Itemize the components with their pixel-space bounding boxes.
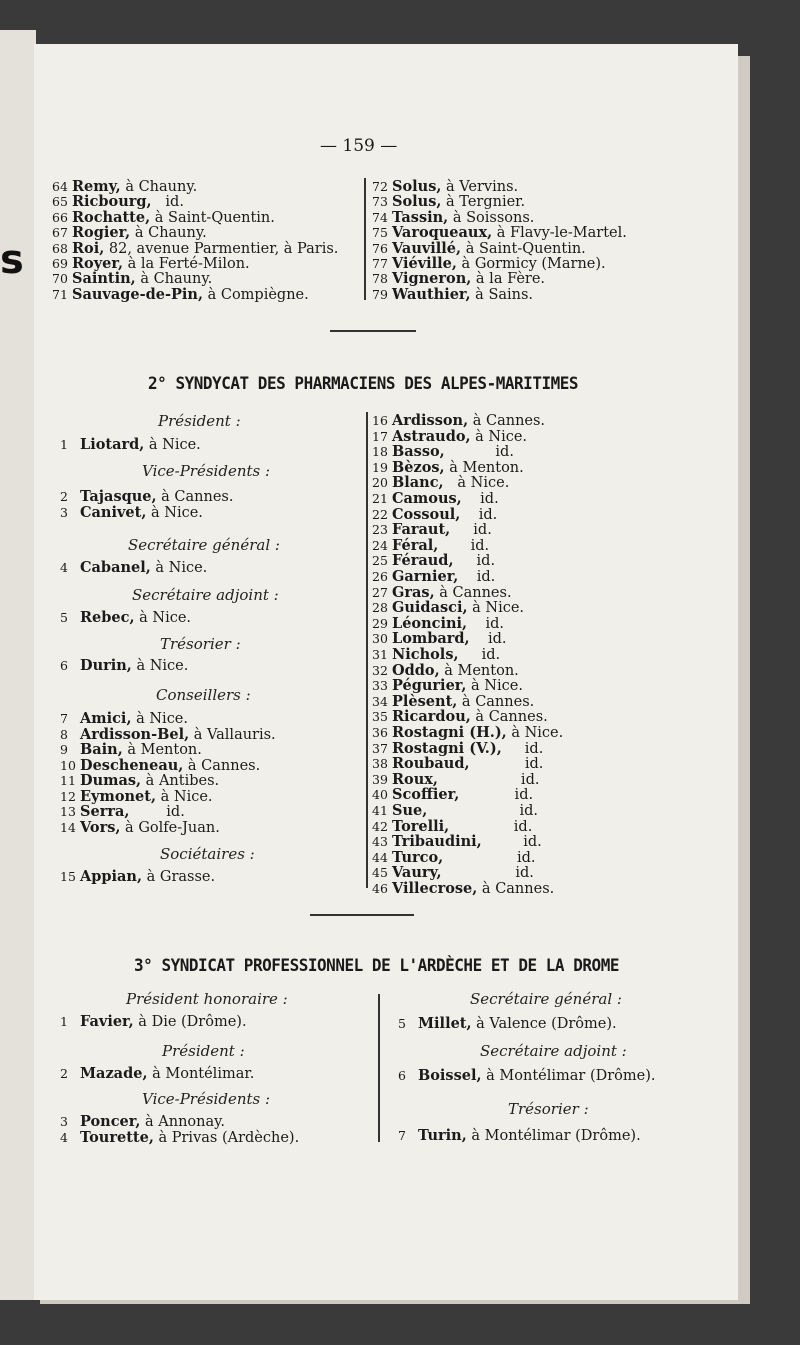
entry-number: 39 <box>372 771 388 787</box>
role-honorary-president: Président honoraire : <box>126 990 288 1008</box>
entry-location: id. <box>438 537 490 554</box>
entry-number: 68 <box>52 240 68 256</box>
entry-name: Tassin, <box>392 208 449 226</box>
section2-entry <box>372 475 509 491</box>
entry-name: Boissel, <box>418 1067 482 1084</box>
entry-number: 73 <box>372 194 388 210</box>
vice-president-entry <box>60 1130 299 1146</box>
entry-name: Sue, <box>392 802 428 819</box>
entry-name: Blanc, <box>392 474 444 492</box>
entry-location: à Menton. <box>439 662 519 679</box>
book-page <box>34 44 738 1300</box>
entry-location: à Nice. <box>131 658 189 674</box>
section2-entry <box>372 585 512 601</box>
section3-column-divider <box>378 994 380 1142</box>
entry-name: Solus, <box>392 193 442 211</box>
entry-name: Royer, <box>72 255 124 272</box>
entry-name: Féral, <box>392 536 439 554</box>
entry-number: 69 <box>52 256 68 271</box>
entry-number: 28 <box>372 600 388 616</box>
entry-name: Torelli, <box>392 817 450 835</box>
section2-entry <box>372 725 563 741</box>
entry-name: Plèsent, <box>392 692 458 710</box>
councillor-entry <box>60 804 185 820</box>
entry-location: à Cannes. <box>156 489 234 505</box>
entry-name: Roi, <box>72 239 105 257</box>
entry-name: Ricbourg, <box>72 193 152 211</box>
secretary-adjoint-entry <box>60 610 191 626</box>
section2-entry <box>372 507 497 523</box>
page-number: — 159 — <box>320 136 398 156</box>
entry-number: 64 <box>52 179 68 194</box>
entry-location: 82, avenue Parmentier, à Paris. <box>104 240 339 257</box>
role-president: Président : <box>158 412 241 430</box>
entry-location: à Chauny. <box>120 179 198 195</box>
entry-location: à Antibes. <box>141 773 220 789</box>
entry-name: Ardisson, <box>392 412 469 429</box>
entry-location: id. <box>437 771 540 788</box>
entry-number: 8 <box>60 726 68 742</box>
entry-location: id. <box>458 569 496 585</box>
entry-name: Féraud, <box>392 552 454 570</box>
treasurer-entry <box>60 658 188 674</box>
entry-name: Rostagni (H.), <box>392 724 507 741</box>
entry-number: 67 <box>52 225 68 241</box>
entry-location: à Tergnier. <box>441 194 526 211</box>
section2-entry <box>372 600 524 616</box>
entry-number: 2 <box>60 1066 68 1081</box>
entry-location: id. <box>469 631 507 648</box>
entry-location: à Vervins. <box>441 179 519 195</box>
role-vice-presidents: Vice-Présidents : <box>142 462 271 480</box>
entry-name: Vigneron, <box>392 270 472 288</box>
entry-location: à la Fère. <box>471 271 546 288</box>
entry-location: à Montélimar (Drôme). <box>481 1068 656 1084</box>
entry-location: id. <box>444 444 514 461</box>
entry-name: Cabanel, <box>80 559 151 576</box>
entry-number: 74 <box>372 209 388 225</box>
entry-location: à Cannes. <box>477 881 555 897</box>
entry-location: id. <box>461 491 499 507</box>
section2-entry <box>372 522 492 538</box>
entry-location: à Golfe-Juan. <box>120 819 220 836</box>
entry-number: 5 <box>60 610 68 625</box>
entry-name: Rostagni (V.), <box>392 739 502 757</box>
entry-name: Amici, <box>80 710 132 727</box>
entry-number: 30 <box>372 631 388 647</box>
entry-name: Lombard, <box>392 630 470 648</box>
entry-number: 77 <box>372 256 388 271</box>
entry-name: Basso, <box>392 443 445 461</box>
entry-location: id. <box>443 849 536 866</box>
entry-number: 72 <box>372 179 388 194</box>
entry-number: 24 <box>372 537 388 553</box>
entry-number: 7 <box>398 1128 406 1143</box>
entry-number: 3 <box>60 1114 68 1129</box>
entry-name: Turin, <box>418 1127 467 1144</box>
entry-number: 78 <box>372 271 388 287</box>
entry-name: Ardisson-Bel, <box>80 725 190 743</box>
entry-number: 79 <box>372 286 388 302</box>
section2-entry <box>372 491 499 507</box>
entry-location: à Chauny. <box>135 271 213 288</box>
previous-page-edge <box>0 30 36 1300</box>
entry-location: à Vallauris. <box>189 726 276 743</box>
section2-entry <box>372 834 542 850</box>
entry-location: à Privas (Ardèche). <box>153 1129 300 1146</box>
section2-entry <box>372 819 532 835</box>
member-entry <box>60 869 215 885</box>
section2-entry <box>372 741 543 757</box>
entry-name: Turco, <box>392 848 444 866</box>
entry-number: 32 <box>372 662 388 678</box>
section2-column-divider <box>366 412 368 888</box>
entry-name: Millet, <box>418 1015 472 1032</box>
entry-number: 14 <box>60 819 76 835</box>
section2-entry <box>372 709 548 725</box>
entry-location: à Nice. <box>131 711 188 727</box>
previous-page-letter: s <box>0 237 24 283</box>
president-entry <box>60 1066 254 1082</box>
entry-name: Roux, <box>392 770 438 788</box>
entry-location: à Cannes. <box>434 584 512 601</box>
entry-number: 26 <box>372 569 388 584</box>
entry-name: Camous, <box>392 490 462 507</box>
entry-number: 13 <box>60 804 76 819</box>
entry-number: 7 <box>60 711 68 726</box>
entry-number: 42 <box>372 818 388 834</box>
entry-name: Appian, <box>80 868 143 885</box>
section1-entry <box>52 287 309 303</box>
entry-location: à Nice. <box>470 428 528 445</box>
entry-number: 37 <box>372 740 388 756</box>
entry-location: id. <box>501 740 544 757</box>
entry-number: 43 <box>372 834 388 850</box>
entry-location: à Nice. <box>134 610 192 626</box>
vice-president-entry <box>60 505 203 521</box>
section2-entry <box>372 631 507 647</box>
entry-number: 33 <box>372 678 388 694</box>
secretary-general-entry <box>60 560 207 576</box>
entry-number: 35 <box>372 709 388 725</box>
councillor-entry <box>60 820 220 836</box>
entry-name: Eymonet, <box>80 787 157 805</box>
entry-location: id. <box>450 522 492 539</box>
entry-location: à Menton. <box>122 742 202 758</box>
entry-name: Poncer, <box>80 1113 141 1130</box>
entry-number: 1 <box>60 1014 68 1029</box>
role-secretary-general: Secrétaire général : <box>470 990 622 1008</box>
entry-location: à Gormicy (Marne). <box>456 256 606 272</box>
section2-entry <box>372 553 495 569</box>
section2-entry <box>372 865 534 881</box>
entry-location: id. <box>427 803 539 819</box>
section2-entry <box>372 413 545 429</box>
entry-location: à Menton. <box>444 459 524 476</box>
entry-number: 34 <box>372 693 388 709</box>
entry-name: Nichols, <box>392 646 459 663</box>
entry-name: Wauthier, <box>392 285 471 303</box>
entry-location: à Saint-Quentin. <box>461 240 586 257</box>
entry-location: à Nice. <box>144 437 201 453</box>
entry-name: Gras, <box>392 583 435 601</box>
entry-number: 11 <box>60 773 76 788</box>
entry-number: 9 <box>60 742 68 757</box>
entry-name: Vaury, <box>392 864 442 882</box>
entry-number: 10 <box>60 757 76 773</box>
secretary-general-entry <box>398 1016 617 1032</box>
entry-number: 15 <box>60 869 76 884</box>
entry-location: à Nice. <box>467 600 525 617</box>
entry-number: 19 <box>372 459 388 475</box>
entry-location: à Cannes. <box>470 709 548 726</box>
entry-location: id. <box>481 834 542 851</box>
entry-number: 40 <box>372 787 388 803</box>
entry-name: Roubaud, <box>392 755 470 773</box>
section2-entry <box>372 647 500 663</box>
entry-name: Cossoul, <box>392 505 461 523</box>
entry-location: à Flavy-le-Martel. <box>492 225 627 242</box>
entry-number: 65 <box>52 194 68 210</box>
section2-end-rule <box>310 914 414 916</box>
section1-column-divider <box>364 178 366 300</box>
entry-name: Scoffier, <box>392 786 460 804</box>
section2-entry <box>372 803 538 819</box>
secretary-adjoint-entry <box>398 1068 655 1084</box>
entry-location: à Nice. <box>146 504 203 521</box>
role-secretary-adjoint: Secrétaire adjoint : <box>480 1042 627 1060</box>
entry-name: Varoqueaux, <box>392 224 493 242</box>
entry-name: Ricardou, <box>392 708 471 726</box>
section1-entry <box>372 287 533 303</box>
section2-entry <box>372 429 527 445</box>
entry-number: 6 <box>398 1068 406 1083</box>
entry-name: Rogier, <box>72 224 131 242</box>
entry-location: à Soissons. <box>448 209 535 226</box>
entry-name: Favier, <box>80 1013 134 1030</box>
entry-name: Rochatte, <box>72 208 151 226</box>
entry-name: Serra, <box>80 803 130 820</box>
entry-number: 2 <box>60 489 68 504</box>
entry-number: 71 <box>52 286 68 302</box>
entry-number: 45 <box>372 865 388 881</box>
entry-name: Viéville, <box>392 255 457 272</box>
entry-number: 21 <box>372 491 388 506</box>
entry-name: Faraut, <box>392 521 451 539</box>
section2-entry <box>372 881 554 897</box>
entry-name: Durin, <box>80 657 132 674</box>
section2-entry <box>372 460 524 476</box>
entry-number: 44 <box>372 849 388 865</box>
entry-number: 17 <box>372 428 388 444</box>
entry-number: 16 <box>372 413 388 428</box>
section2-entry <box>372 678 523 694</box>
entry-location: id. <box>467 615 505 632</box>
entry-number: 6 <box>60 658 68 673</box>
entry-location: id. <box>459 787 534 804</box>
section2-entry <box>372 787 533 803</box>
entry-number: 20 <box>372 475 388 491</box>
entry-number: 41 <box>372 803 388 818</box>
entry-name: Vauvillé, <box>392 239 462 257</box>
treasurer-entry <box>398 1128 641 1144</box>
section2-entry <box>372 694 534 710</box>
entry-location: id. <box>453 553 496 570</box>
role-secretary-general: Secrétaire général : <box>128 536 280 554</box>
entry-name: Dumas, <box>80 772 142 789</box>
entry-location: à Sains. <box>470 286 534 303</box>
entry-location: à Montélimar. <box>147 1066 255 1082</box>
entry-location: à Saint-Quentin. <box>150 209 275 226</box>
entry-number: 75 <box>372 225 388 241</box>
entry-number: 5 <box>398 1016 406 1031</box>
entry-number: 36 <box>372 725 388 740</box>
entry-number: 18 <box>372 444 388 460</box>
section2-entry <box>372 616 504 632</box>
entry-name: Léoncini, <box>392 614 468 632</box>
entry-number: 38 <box>372 756 388 772</box>
entry-location: à Cannes. <box>468 413 546 429</box>
entry-number: 3 <box>60 504 68 520</box>
entry-number: 25 <box>372 553 388 569</box>
entry-name: Tajasque, <box>80 488 157 505</box>
entry-location: id. <box>441 865 534 882</box>
entry-number: 31 <box>372 647 388 662</box>
entry-location: id. <box>469 756 544 773</box>
section2-entry <box>372 444 514 460</box>
entry-number: 12 <box>60 788 76 804</box>
entry-name: Astraudo, <box>392 427 471 445</box>
entry-location: id. <box>449 818 533 835</box>
entry-name: Bèzos, <box>392 458 445 476</box>
section2-entry <box>372 538 489 554</box>
entry-name: Pégurier, <box>392 677 467 695</box>
entry-location: à Annonay. <box>140 1114 226 1130</box>
entry-name: Garnier, <box>392 568 459 585</box>
entry-number: 23 <box>372 522 388 538</box>
section3-title: 3° SYNDICAT PROFESSIONNEL DE L'ARDÈCHE ET DE LA DROME <box>134 956 619 976</box>
entry-name: Liotard, <box>80 436 145 453</box>
entry-location: à Grasse. <box>142 869 216 885</box>
entry-name: Villecrose, <box>392 880 478 897</box>
section2-entry <box>372 756 543 772</box>
role-members: Sociétaires : <box>160 845 255 863</box>
entry-number: 27 <box>372 584 388 600</box>
section2-entry <box>372 663 519 679</box>
entry-number: 1 <box>60 437 68 452</box>
entry-name: Remy, <box>72 178 121 195</box>
role-president: Président : <box>162 1042 245 1060</box>
entry-number: 70 <box>52 271 68 287</box>
section1-end-rule <box>330 330 416 332</box>
entry-number: 29 <box>372 615 388 631</box>
entry-name: Solus, <box>392 178 442 195</box>
entry-name: Bain, <box>80 741 123 758</box>
honorary-president-entry <box>60 1014 247 1030</box>
entry-location: id. <box>151 194 184 211</box>
section2-entry <box>372 850 535 866</box>
entry-number: 66 <box>52 209 68 225</box>
entry-location: à Cannes. <box>457 693 535 710</box>
entry-number: 22 <box>372 506 388 522</box>
role-vice-presidents: Vice-Présidents : <box>142 1090 271 1108</box>
entry-location: à Nice. <box>443 475 510 492</box>
role-treasurer: Trésorier : <box>508 1100 589 1118</box>
entry-name: Tribaudini, <box>392 833 482 851</box>
entry-location: à Compiègne. <box>203 286 309 303</box>
role-secretary-adjoint: Secrétaire adjoint : <box>132 586 279 604</box>
president-entry <box>60 437 201 453</box>
section2-title: 2° SYNDYCAT DES PHARMACIENS DES ALPES-MARITIMES <box>148 374 579 394</box>
entry-name: Rebec, <box>80 609 135 626</box>
entry-location: id. <box>458 647 501 663</box>
entry-number: 76 <box>372 240 388 256</box>
entry-location: à Chauny. <box>130 225 207 242</box>
entry-location: id. <box>129 804 185 820</box>
entry-location: à la Ferté-Milon. <box>123 256 250 272</box>
entry-number: 4 <box>60 1129 68 1145</box>
entry-name: Saintin, <box>72 270 136 288</box>
entry-name: Guidasci, <box>392 599 468 617</box>
entry-location: à Nice. <box>150 560 208 576</box>
entry-location: à Valence (Drôme). <box>471 1016 617 1032</box>
entry-name: Vors, <box>80 818 121 836</box>
section2-entry <box>372 772 539 788</box>
entry-number: 4 <box>60 560 68 575</box>
entry-location: à Nice. <box>506 725 564 741</box>
entry-location: à Die (Drôme). <box>133 1014 247 1030</box>
entry-name: Oddo, <box>392 661 440 679</box>
entry-name: Tourette, <box>80 1128 154 1146</box>
role-treasurer: Trésorier : <box>160 635 241 653</box>
entry-location: à Nice. <box>466 678 523 695</box>
section2-entry <box>372 569 495 585</box>
entry-name: Mazade, <box>80 1065 148 1082</box>
entry-location: id. <box>460 506 498 523</box>
entry-name: Descheneau, <box>80 756 184 774</box>
entry-name: Canivet, <box>80 503 147 521</box>
entry-name: Sauvage-de-Pin, <box>72 285 203 303</box>
entry-location: à Cannes. <box>183 757 261 774</box>
entry-location: à Montélimar (Drôme). <box>466 1128 641 1144</box>
entry-location: à Nice. <box>156 788 213 805</box>
entry-number: 46 <box>372 881 388 896</box>
role-councillors: Conseillers : <box>156 686 251 704</box>
